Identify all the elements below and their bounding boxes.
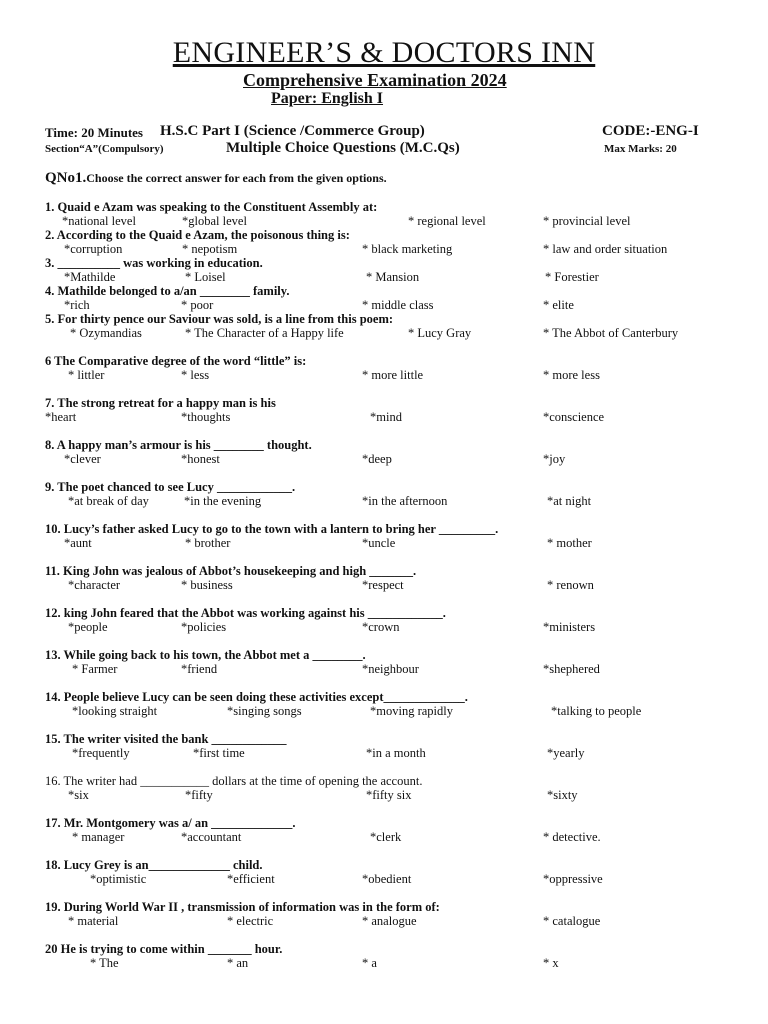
question-text: 16. The writer had ___________ dollars at the time of opening the account. (45, 774, 423, 788)
answer-option: *Mathilde (64, 270, 116, 284)
answer-option: * Loisel (185, 270, 226, 284)
answer-option: * a (362, 956, 377, 970)
answer-option: * elite (543, 298, 574, 312)
answer-option: *at night (547, 494, 592, 508)
answer-option: *fifty six (366, 788, 412, 802)
answer-option: * Forestier (545, 270, 599, 284)
answer-option: * x (543, 956, 559, 970)
answer-option: *policies (181, 620, 227, 634)
answer-option: * catalogue (543, 914, 601, 928)
instruction-text: Choose the correct answer for each from the given options. (86, 171, 387, 185)
code-label: CODE:-ENG-I (602, 123, 699, 139)
answer-option: *accountant (181, 830, 242, 844)
answer-option: * provincial level (543, 214, 631, 228)
answer-option: *six (68, 788, 89, 802)
answer-option: *shephered (543, 662, 600, 676)
answer-option: * black marketing (362, 242, 453, 256)
answer-option: *national level (62, 214, 136, 228)
answer-option: *conscience (543, 410, 605, 424)
answer-option: * mother (547, 536, 592, 550)
answer-option: * renown (547, 578, 594, 592)
answer-option: *frequently (72, 746, 130, 760)
answer-option: * analogue (362, 914, 417, 928)
answer-option: * regional level (408, 214, 486, 228)
answer-option: * detective. (543, 830, 601, 844)
answer-option: *looking straight (72, 704, 158, 718)
answer-option: *character (68, 578, 121, 592)
answer-option: * law and order situation (543, 242, 668, 256)
answer-option: * The Abbot of Canterbury (543, 326, 679, 340)
answer-option: * an (227, 956, 249, 970)
answer-option: *heart (45, 410, 77, 424)
answer-option: * manager (72, 830, 125, 844)
answer-option: * less (181, 368, 210, 382)
question-text: 13. While going back to his town, the Abbot met a ________. (45, 648, 366, 662)
question-text: 11. King John was jealous of Abbot’s housekeeping and high _______. (45, 564, 417, 578)
time-label: Time: 20 Minutes (45, 125, 143, 140)
answer-option: *deep (362, 452, 392, 466)
answer-option: *talking to people (551, 704, 642, 718)
max-marks-label: Max Marks: 20 (604, 143, 677, 155)
answer-option: *optimistic (90, 872, 147, 886)
answer-option: *ministers (543, 620, 596, 634)
section-label: Section“A”(Compulsory) (45, 143, 164, 155)
answer-option: * Ozymandias (70, 326, 142, 340)
question-text: 9. The poet chanced to see Lucy ____________. (45, 480, 296, 494)
mcq-title: Multiple Choice Questions (M.C.Qs) (226, 140, 460, 156)
answer-option: *joy (543, 452, 566, 466)
question-text: 10. Lucy’s father asked Lucy to go to the town with a lantern to bring her _________. (45, 522, 499, 536)
question-text: 20 He is trying to come within _______ hour. (45, 942, 283, 956)
answer-option: *crown (362, 620, 400, 634)
answer-option: * more less (543, 368, 600, 382)
answer-option: *oppressive (543, 872, 603, 886)
answer-option: * more little (362, 368, 424, 382)
answer-option: *global level (182, 214, 247, 228)
question-text: 17. Mr. Montgomery was a/ an _____________. (45, 816, 296, 830)
question-instruction (45, 170, 387, 187)
answer-option: * business (181, 578, 233, 592)
question-text: 6 The Comparative degree of the word “little” is: (45, 354, 307, 368)
answer-option: * middle class (362, 298, 434, 312)
question-text: 2. According to the Quaid e Azam, the poisonous thing is: (45, 228, 350, 242)
answer-option: * brother (185, 536, 231, 550)
answer-option: *friend (181, 662, 218, 676)
answer-option: * electric (227, 914, 274, 928)
exam-title: Comprehensive Examination 2024 (243, 70, 507, 90)
answer-option: *people (68, 620, 108, 634)
answer-option: * material (68, 914, 119, 928)
answer-option: *yearly (547, 746, 585, 760)
answer-option: * Mansion (366, 270, 420, 284)
institute-title: ENGINEER’S & DOCTORS INN (172, 36, 596, 69)
answer-option: *in the afternoon (362, 494, 448, 508)
question-text: 8. A happy man’s armour is his ________ thought. (45, 438, 312, 452)
answer-option: *singing songs (227, 704, 302, 718)
answer-option: *sixty (547, 788, 578, 802)
question-text: 19. During World War II , transmission of information was in the form of: (45, 900, 440, 914)
answer-option: *obedient (362, 872, 412, 886)
question-text: 4. Mathilde belonged to a/an ________ family. (45, 284, 290, 298)
answer-option: *in a month (366, 746, 426, 760)
answer-option: *efficient (227, 872, 275, 886)
answer-option: *respect (362, 578, 404, 592)
question-text: 18. Lucy Grey is an_____________ child. (45, 858, 263, 872)
answer-option: *uncle (362, 536, 396, 550)
answer-option: *first time (193, 746, 245, 760)
answer-option: *in the evening (184, 494, 262, 508)
question-number: QNo1. (45, 170, 87, 186)
answer-option: * poor (181, 298, 214, 312)
question-text: 7. The strong retreat for a happy man is his (45, 396, 276, 410)
answer-option: * Farmer (72, 662, 118, 676)
answer-option: *aunt (64, 536, 92, 550)
answer-option: *clever (64, 452, 101, 466)
answer-option: *thoughts (181, 410, 231, 424)
answer-option: * littler (68, 368, 105, 382)
class-group-label: H.S.C Part I (Science /Commerce Group) (160, 123, 425, 139)
answer-option: *clerk (370, 830, 402, 844)
question-text: 15. The writer visited the bank ____________ (45, 732, 287, 746)
answer-option: * nepotism (182, 242, 238, 256)
answer-option: *fifty (185, 788, 213, 802)
question-text: 5. For thirty pence our Saviour was sold, is a line from this poem: (45, 312, 394, 326)
question-text: 3. __________ was working in education. (45, 256, 263, 270)
answer-option: * Lucy Gray (408, 326, 472, 340)
answer-option: * The (90, 956, 119, 970)
paper-title: Paper: English I (271, 90, 384, 107)
answer-option: *honest (181, 452, 220, 466)
answer-option: *moving rapidly (370, 704, 453, 718)
answer-option: *mind (370, 410, 402, 424)
answer-option: * The Character of a Happy life (185, 326, 344, 340)
question-text: 12. king John feared that the Abbot was working against his ____________. (45, 606, 446, 620)
answer-option: *at break of day (68, 494, 149, 508)
answer-option: *corruption (64, 242, 123, 256)
answer-option: *rich (64, 298, 90, 312)
answer-option: *neighbour (362, 662, 419, 676)
question-text: 14. People believe Lucy can be seen doing these activities except_____________. (45, 690, 468, 704)
question-text: 1. Quaid e Azam was speaking to the Constituent Assembly at: (45, 200, 378, 214)
